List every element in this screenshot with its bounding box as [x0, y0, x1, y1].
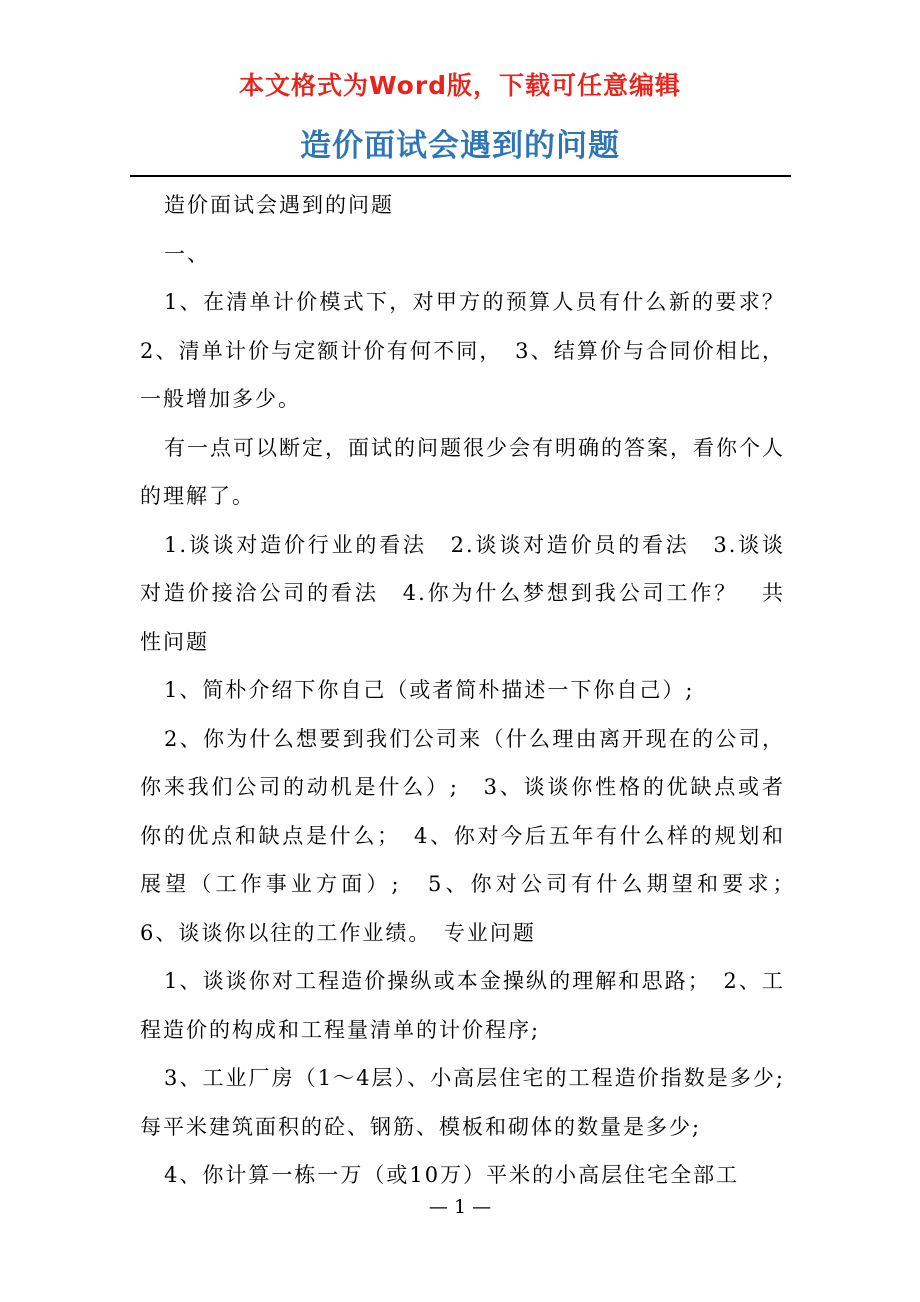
- paragraph: 2、你为什么想要到我们公司来（什么理由离开现在的公司，你来我们公司的动机是什么）; 3、谈谈你性格的优缺点或者你的优点和缺点是什么； 4、你对今后五年有什么样的规划和展望（工作事业方面）; 5、你对公司有什么期望和要求； 6、谈谈你以往的工作业绩。 专业问题: [140, 726, 808, 945]
- paragraph: 1、在清单计价模式下，对甲方的预算人员有什么新的要求？ 2、清单计价与定额计价有何不同， 3、结算价与合同价相比，一般增加多少。: [140, 290, 808, 411]
- document-body: [140, 181, 808, 1200]
- page-number: — 1 —: [428, 1196, 492, 1218]
- download-banner: 本文格式为Word版，下载可任意编辑: [238, 71, 682, 100]
- paragraph: 1、谈谈你对工程造价操纵或本金操纵的理解和思路； 2、工程造价的构成和工程量清单的计价程序;: [140, 969, 785, 1042]
- paragraph: 4、你计算一栋一万（或10万）平米的小高层住宅全部工: [164, 1163, 740, 1187]
- paragraph: 3、工业厂房（1～4层）、小高层住宅的工程造价指数是多少; 每平米建筑面积的砼、钢筋、模板和砌体的数量是多少;: [140, 1066, 785, 1139]
- paragraph: 1、简朴介绍下你自己（或者简朴描述一下你自己）;: [164, 678, 695, 702]
- title-divider: [130, 175, 791, 177]
- paragraph: 一、: [164, 241, 210, 266]
- paragraph: 有一点可以断定，面试的问题很少会有明确的答案，看你个人的理解了。: [140, 435, 785, 508]
- paragraph: 造价面试会遇到的问题: [164, 193, 394, 217]
- paragraph: 1.谈谈对造价行业的看法 2.谈谈对造价员的看法 3.谈谈对造价接洽公司的看法 4.你为什么梦想到我公司工作？ 共性问题: [140, 532, 785, 654]
- document-title: 造价面试会遇到的问题: [300, 128, 620, 164]
